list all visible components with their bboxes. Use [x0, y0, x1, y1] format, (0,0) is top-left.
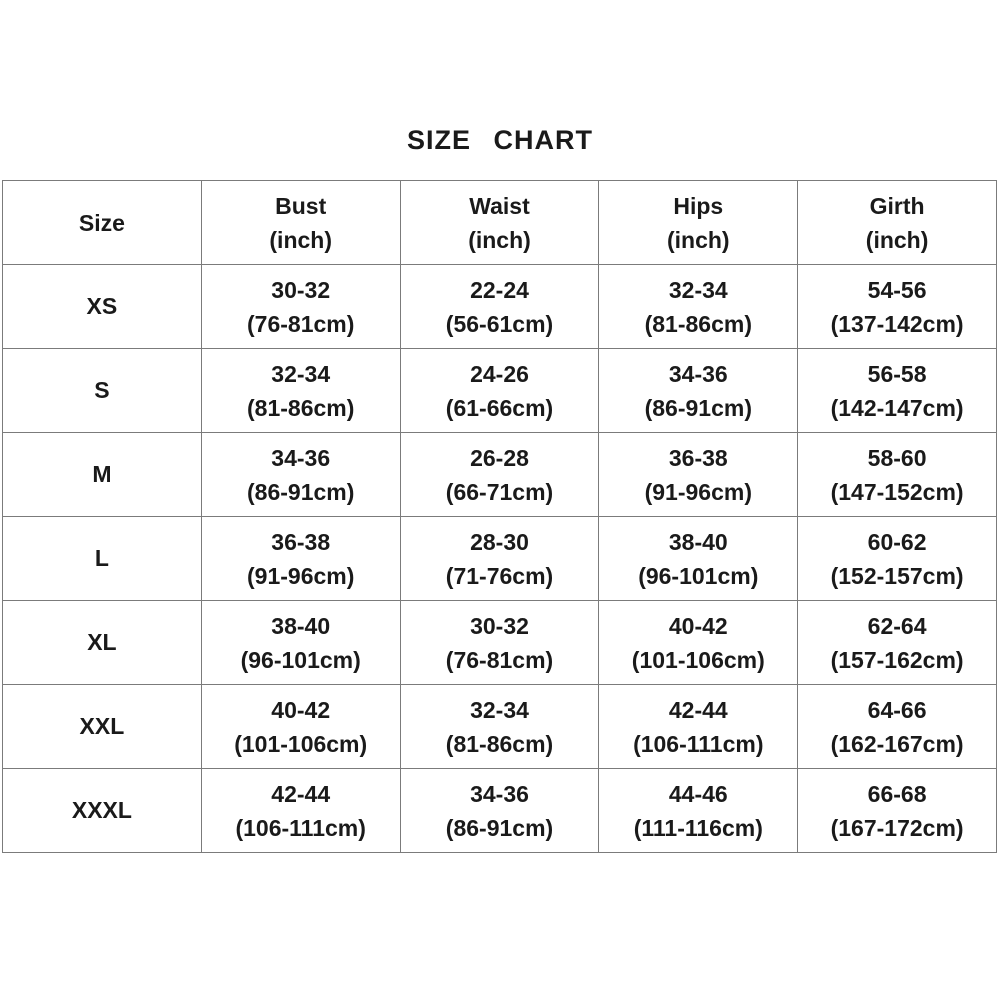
- waist-inch-value: 34-36: [470, 780, 529, 807]
- page-title: SIZE CHART: [407, 125, 593, 155]
- waist-cell: [400, 517, 599, 601]
- waist-inch-value: 32-34: [470, 696, 529, 723]
- column-header-girth: [798, 181, 997, 265]
- column-unit-waist: (inch): [468, 226, 531, 253]
- hips-inch-value: 42-44: [668, 696, 728, 723]
- header-row: [3, 181, 997, 265]
- bust-cell: [201, 349, 400, 433]
- hips-cell: [599, 601, 798, 685]
- size-cell: XS: [3, 265, 202, 349]
- bust-cm-value: (76-81cm): [247, 310, 355, 337]
- table-row: [3, 265, 997, 349]
- size-cell: XXXL: [3, 769, 202, 853]
- hips-cm-value: (91-96cm): [644, 478, 752, 505]
- waist-cell: [400, 265, 599, 349]
- girth-cm-value: (147-152cm): [830, 478, 964, 505]
- girth-cm-value: (152-157cm): [830, 562, 964, 589]
- waist-inch-value: 22-24: [470, 276, 529, 303]
- waist-cm-value: (71-76cm): [445, 562, 554, 589]
- column-unit-bust: (inch): [269, 226, 332, 253]
- size-cell: S: [3, 349, 202, 433]
- girth-cm-value: (162-167cm): [830, 730, 964, 757]
- girth-inch-value: 60-62: [867, 528, 927, 555]
- girth-cell: [798, 265, 997, 349]
- column-header-hips: [599, 181, 798, 265]
- bust-cell: [201, 517, 400, 601]
- girth-inch-value: 62-64: [867, 612, 927, 639]
- size-cell: L: [3, 517, 202, 601]
- waist-cm-value: (61-66cm): [445, 394, 554, 421]
- hips-cell: [599, 517, 798, 601]
- hips-cm-value: (101-106cm): [631, 646, 765, 673]
- hips-cm-value: (106-111cm): [633, 730, 764, 757]
- bust-cm-value: (86-91cm): [247, 478, 355, 505]
- bust-cell: [201, 265, 400, 349]
- hips-cell: [599, 349, 798, 433]
- waist-inch-value: 26-28: [470, 444, 529, 471]
- girth-inch-value: 66-68: [867, 780, 927, 807]
- hips-cm-value: (96-101cm): [638, 562, 759, 589]
- table-row: [3, 769, 997, 853]
- column-label-size: Size: [78, 209, 125, 236]
- hips-cm-value: (81-86cm): [644, 310, 752, 337]
- table-row: [3, 601, 997, 685]
- hips-cell: [599, 265, 798, 349]
- waist-cm-value: (76-81cm): [445, 646, 554, 673]
- bust-cell: [201, 769, 400, 853]
- girth-cm-value: (142-147cm): [830, 394, 964, 421]
- bust-inch-value: 38-40: [271, 612, 331, 639]
- girth-inch-value: 58-60: [867, 444, 927, 471]
- hips-cell: [599, 769, 798, 853]
- hips-inch-value: 44-46: [668, 780, 728, 807]
- column-unit-hips: (inch): [666, 226, 730, 253]
- hips-inch-value: 32-34: [668, 276, 728, 303]
- column-header-size: [3, 181, 202, 265]
- bust-inch-value: 34-36: [271, 444, 331, 471]
- table-row: [3, 685, 997, 769]
- bust-cm-value: (106-111cm): [235, 814, 366, 841]
- waist-cm-value: (81-86cm): [445, 730, 554, 757]
- waist-cell: [400, 685, 599, 769]
- girth-cell: [798, 433, 997, 517]
- bust-cell: [201, 685, 400, 769]
- column-label-hips: Hips: [673, 192, 724, 219]
- girth-inch-value: 54-56: [867, 276, 927, 303]
- girth-cell: [798, 517, 997, 601]
- size-cell: XL: [3, 601, 202, 685]
- girth-cell: [798, 601, 997, 685]
- waist-cm-value: (66-71cm): [445, 478, 554, 505]
- bust-cell: [201, 601, 400, 685]
- waist-cell: [400, 601, 599, 685]
- column-label-bust: Bust: [275, 192, 327, 219]
- bust-cm-value: (81-86cm): [247, 394, 355, 421]
- girth-cm-value: (167-172cm): [830, 814, 964, 841]
- size-cell: M: [3, 433, 202, 517]
- waist-inch-value: 30-32: [470, 612, 529, 639]
- waist-cm-value: (56-61cm): [445, 310, 554, 337]
- girth-cell: [798, 685, 997, 769]
- table-row: [3, 349, 997, 433]
- bust-cm-value: (101-106cm): [234, 730, 368, 757]
- column-unit-girth: (inch): [865, 226, 929, 253]
- girth-inch-value: 56-58: [867, 360, 927, 387]
- bust-inch-value: 32-34: [271, 360, 331, 387]
- girth-inch-value: 64-66: [867, 696, 927, 723]
- waist-cell: [400, 433, 599, 517]
- bust-inch-value: 40-42: [271, 696, 331, 723]
- waist-inch-value: 24-26: [470, 360, 529, 387]
- bust-inch-value: 36-38: [271, 528, 331, 555]
- hips-inch-value: 38-40: [668, 528, 728, 555]
- column-label-girth: Girth: [869, 192, 925, 219]
- girth-cell: [798, 769, 997, 853]
- bust-cm-value: (96-101cm): [240, 646, 361, 673]
- hips-cm-value: (111-116cm): [633, 814, 763, 841]
- girth-cm-value: (157-162cm): [830, 646, 964, 673]
- waist-cell: [400, 349, 599, 433]
- girth-cell: [798, 349, 997, 433]
- hips-inch-value: 34-36: [668, 360, 728, 387]
- size-chart-table: [2, 180, 997, 853]
- hips-cell: [599, 685, 798, 769]
- table-row: [3, 433, 997, 517]
- column-header-bust: [201, 181, 400, 265]
- girth-cm-value: (137-142cm): [830, 310, 964, 337]
- column-label-waist: Waist: [469, 192, 530, 219]
- hips-cm-value: (86-91cm): [644, 394, 752, 421]
- bust-cell: [201, 433, 400, 517]
- hips-cell: [599, 433, 798, 517]
- hips-inch-value: 40-42: [668, 612, 728, 639]
- waist-cell: [400, 769, 599, 853]
- bust-inch-value: 30-32: [271, 276, 331, 303]
- size-cell: XXL: [3, 685, 202, 769]
- table-row: [3, 517, 997, 601]
- waist-cm-value: (86-91cm): [445, 814, 554, 841]
- bust-inch-value: 42-44: [271, 780, 331, 807]
- bust-cm-value: (91-96cm): [247, 562, 355, 589]
- waist-inch-value: 28-30: [470, 528, 529, 555]
- column-header-waist: [400, 181, 599, 265]
- hips-inch-value: 36-38: [668, 444, 728, 471]
